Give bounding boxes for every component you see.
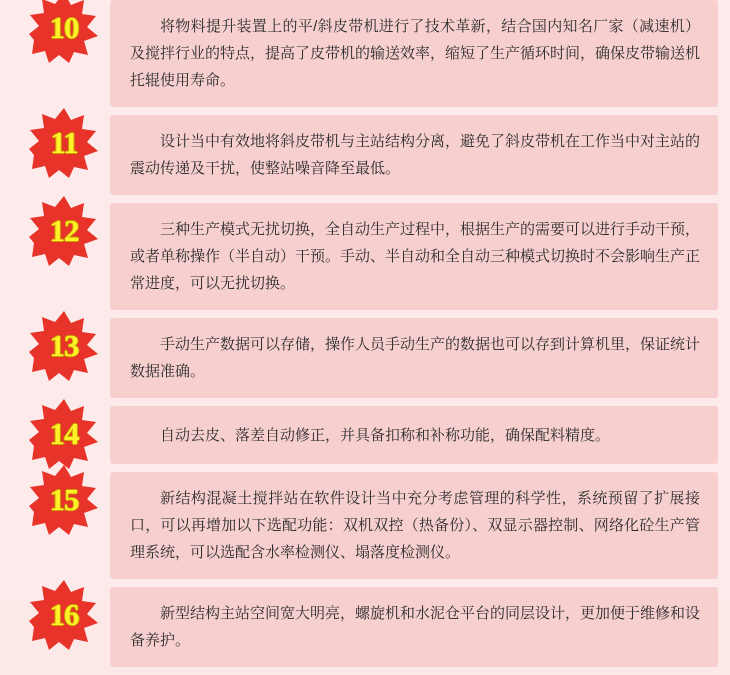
star-burst-badge-icon	[28, 0, 100, 64]
text-block	[110, 587, 718, 667]
star-burst-badge-icon	[28, 464, 100, 536]
item-text: 自动去皮、落差自动修正，并具备扣称和补称功能，确保配料精度。	[160, 426, 611, 444]
star-burst-badge-icon	[28, 398, 100, 470]
item-number: 12	[49, 213, 79, 248]
list-item	[0, 587, 730, 667]
list-item	[0, 318, 730, 398]
item-number: 11	[50, 125, 78, 160]
item-number: 10	[49, 10, 79, 45]
badge-cell	[0, 318, 110, 398]
badge-cell	[0, 587, 110, 667]
list-item	[0, 115, 730, 195]
text-block	[110, 115, 718, 195]
item-number: 13	[49, 328, 79, 363]
star-burst-badge-icon	[28, 195, 100, 267]
list-item	[0, 406, 730, 464]
list-item	[0, 203, 730, 310]
item-text: 手动生产数据可以存储，操作人员手动生产的数据也可以存到计算机里，保证统计数据准确。	[130, 336, 701, 380]
star-burst-badge-icon	[28, 310, 100, 382]
item-number: 14	[49, 416, 79, 451]
item-text: 三种生产模式无扰切换，全自动生产过程中，根据生产的需要可以进行手动干预，或者单称操作（半自动）干预。手动、半自动和全自动三种模式切换时不会影响生产正常进度，可以无扰切换。	[130, 221, 701, 292]
item-text: 设计当中有效地将斜皮带机与主站结构分离，避免了斜皮带机在工作当中对主站的震动传递及干扰，使整站噪音降至最低。	[130, 133, 701, 177]
item-number: 15	[49, 482, 79, 517]
item-text: 将物料提升装置上的平/斜皮带机进行了技术革新，结合国内知名厂家（减速机）及搅拌行业的特点，提高了皮带机的输送效率，缩短了生产循环时间，确保皮带输送机托辊使用寿命。	[130, 18, 701, 89]
text-block	[110, 203, 718, 310]
badge-cell	[0, 472, 110, 579]
star-burst-badge-icon	[28, 107, 100, 179]
text-block	[110, 406, 718, 464]
list-item	[0, 0, 730, 107]
badge-cell	[0, 0, 110, 107]
item-text: 新型结构主站空间宽大明亮，螺旋机和水泥仓平台的同层设计，更加便于维修和设备养护。	[130, 605, 701, 649]
badge-cell	[0, 406, 110, 464]
item-text: 新结构混凝土搅拌站在软件设计当中充分考虑管理的科学性，系统预留了扩展接口，可以再增加以下选配功能：双机双控（热备份）、双显示器控制、网络化砼生产管理系统，可以选配含水率检测仪、塌落度检测仪。	[130, 490, 700, 561]
text-block	[110, 472, 718, 579]
list-item	[0, 472, 730, 579]
text-block	[110, 318, 718, 398]
star-burst-badge-icon	[28, 579, 100, 651]
badge-cell	[0, 203, 110, 310]
item-number: 16	[49, 597, 79, 632]
text-block	[110, 0, 718, 107]
badge-cell	[0, 115, 110, 195]
